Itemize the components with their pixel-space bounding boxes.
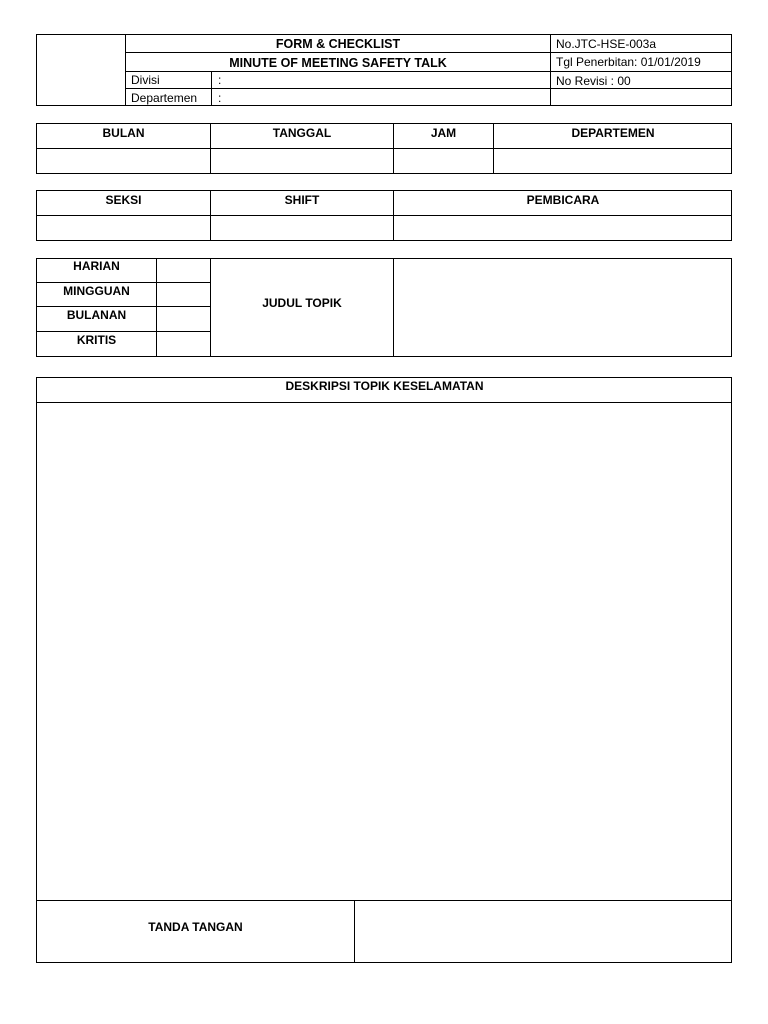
departemen-value: : [218, 91, 222, 105]
divisi-label: Divisi [131, 73, 160, 87]
issue-date: Tgl Penerbitan: 01/01/2019 [556, 55, 701, 69]
signature-label: TANDA TANGAN [148, 920, 243, 934]
frequency-label-mingguan: MINGGUAN [63, 284, 130, 298]
column-header-pembicara: PEMBICARA [526, 193, 600, 207]
topic-title-input-cell[interactable] [394, 259, 732, 356]
divisi-value: : [218, 73, 222, 87]
column-header-tanggal: TANGGAL [272, 126, 332, 140]
column-header-jam: JAM [430, 126, 457, 140]
frequency-label-harian: HARIAN [73, 259, 120, 273]
frequency-label-kritis: KRITIS [76, 333, 117, 347]
departemen-label: Departemen [131, 91, 198, 105]
document-number: No.JTC-HSE-003a [556, 37, 657, 51]
harian-checkbox-cell[interactable] [157, 259, 210, 282]
column-header-bulan: BULAN [102, 126, 145, 140]
description-header: DESKRIPSI TOPIK KESELAMATAN [285, 379, 484, 393]
pembicara-input-cell[interactable] [394, 216, 732, 240]
frequency-label-bulanan: BULANAN [66, 308, 127, 322]
column-header-shift: SHIFT [284, 193, 320, 207]
jam-input-cell[interactable] [394, 149, 493, 173]
logo-area [36, 34, 126, 106]
description-text-area[interactable] [37, 403, 731, 899]
column-header-seksi: SEKSI [105, 193, 142, 207]
mingguan-checkbox-cell[interactable] [157, 283, 210, 306]
bulanan-checkbox-cell[interactable] [157, 307, 210, 331]
bulan-input-cell[interactable] [37, 149, 210, 173]
seksi-input-cell[interactable] [37, 216, 210, 240]
shift-input-cell[interactable] [211, 216, 393, 240]
tanggal-input-cell[interactable] [211, 149, 393, 173]
form-subtitle: MINUTE OF MEETING SAFETY TALK [229, 56, 447, 70]
kritis-checkbox-cell[interactable] [157, 332, 210, 356]
revision-number: No Revisi : 00 [556, 74, 631, 88]
topic-title-label: JUDUL TOPIK [262, 296, 342, 310]
column-header-departemen: DEPARTEMEN [571, 126, 655, 140]
form-title: FORM & CHECKLIST [275, 37, 401, 51]
signature-field[interactable] [355, 901, 731, 962]
departemen-input-cell[interactable] [494, 149, 732, 173]
